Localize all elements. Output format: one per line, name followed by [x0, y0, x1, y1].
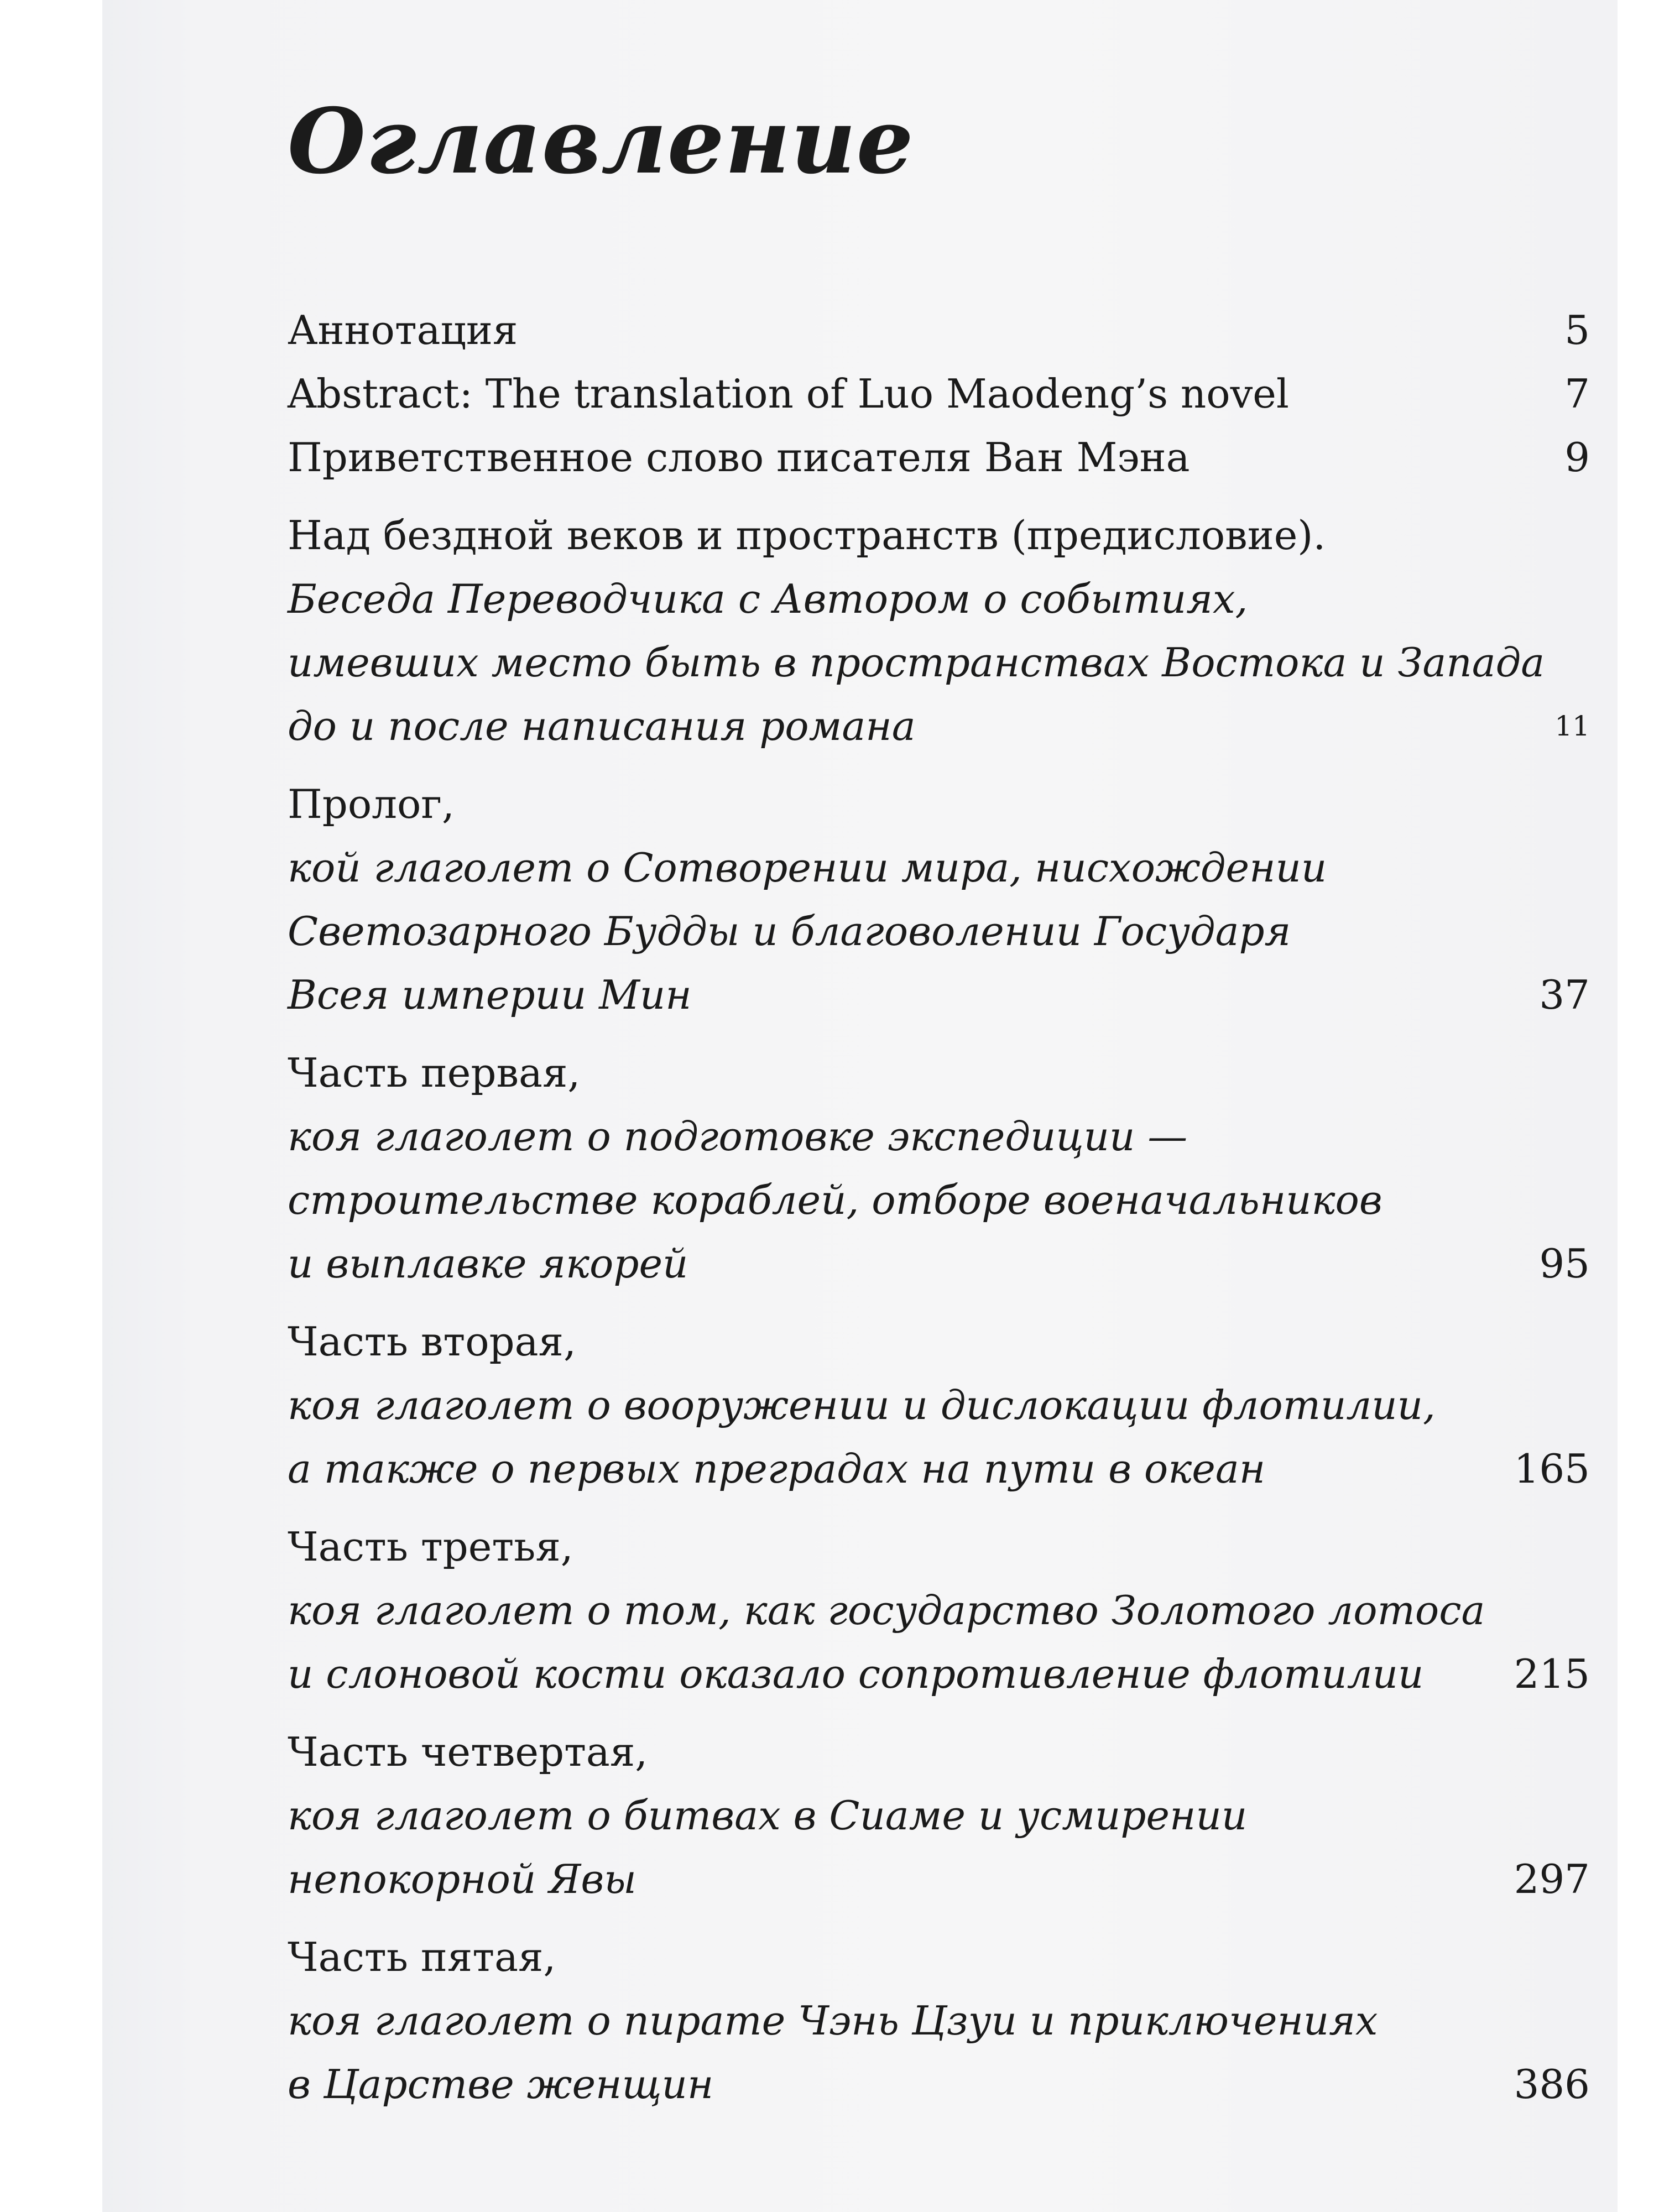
toc-entry [288, 504, 1590, 758]
toc-entry [288, 773, 1590, 1027]
toc-entry [288, 1515, 1590, 1706]
toc-entry-heading: Часть вторая, [288, 1318, 576, 1365]
toc-entry-subtitle-line: кой глаголет о Сотворении мира, нисхождении [288, 844, 1327, 891]
toc-entry [288, 299, 1590, 362]
toc-entry [288, 1041, 1590, 1296]
toc-entry-subtitle-line: имевших место быть в пространствах Востока и Запада [288, 639, 1545, 686]
toc-page-number: 215 [1514, 1651, 1590, 1697]
toc-page-number: 386 [1514, 2061, 1590, 2107]
toc-entry-subtitle-line: Светозарного Будды и благоволении Государя [288, 908, 1291, 954]
toc-entry-subtitle-line: Всея империи Мин [288, 972, 692, 1018]
toc-entry-subtitle-line: Беседа Переводчика с Автором о событиях, [288, 576, 1248, 622]
toc-entry-subtitle-line: и выплавке якорей [288, 1240, 688, 1287]
toc-entry-subtitle-line: коя глаголет о том, как государство Золотого лотоса [288, 1587, 1485, 1634]
toc-entry-subtitle-line: до и после написания романа [288, 703, 916, 749]
toc-page-number: 11 [1554, 710, 1590, 742]
table-of-contents [288, 299, 1590, 2116]
toc-entry-heading: Приветственное слово писателя Ван Мэна [288, 434, 1190, 481]
page-title: Оглавление [288, 89, 914, 194]
toc-entry-subtitle-line: а также о первых преградах на пути в океан [288, 1446, 1266, 1492]
book-page [102, 0, 1618, 2212]
toc-page-number: 37 [1539, 972, 1590, 1018]
toc-entry [288, 362, 1590, 426]
toc-page-number: 9 [1564, 434, 1590, 481]
toc-entry-heading: Аннотация [288, 307, 518, 353]
toc-entry-subtitle-line: коя глаголет о пирате Чэнь Цзуи и приключениях [288, 1997, 1378, 2044]
toc-entry-heading: Abstract: The translation of Luo Maodeng’s novel [288, 371, 1289, 417]
toc-entry-subtitle-line: строительстве кораблей, отборе военачальников [288, 1177, 1383, 1223]
toc-entry-heading: Над бездной веков и пространств (предисловие). [288, 512, 1326, 559]
toc-entry-subtitle-line: и слоновой кости оказало сопротивление флотилии [288, 1651, 1424, 1697]
toc-entry-subtitle-line: непокорной Явы [288, 1856, 637, 1902]
toc-entry-subtitle-line: в Царстве женщин [288, 2061, 714, 2107]
toc-entry-heading: Часть пятая, [288, 1934, 556, 1980]
toc-entry [288, 1310, 1590, 1501]
toc-entry-heading: Пролог, [288, 781, 455, 827]
toc-entry-heading: Часть первая, [288, 1050, 581, 1096]
toc-entry-subtitle-line: коя глаголет о подготовке экспедиции — [288, 1113, 1188, 1160]
toc-entry [288, 426, 1590, 489]
toc-page-number: 7 [1564, 371, 1590, 417]
toc-entry [288, 1720, 1590, 1911]
toc-page-number: 5 [1564, 307, 1590, 353]
toc-entry-subtitle-line: коя глаголет о битвах в Сиаме и усмирении [288, 1792, 1248, 1839]
toc-page-number: 165 [1514, 1446, 1590, 1492]
toc-entry-heading: Часть третья, [288, 1524, 573, 1570]
toc-entry-heading: Часть четвертая, [288, 1729, 648, 1775]
toc-page-number: 95 [1539, 1240, 1590, 1287]
toc-page-number: 297 [1514, 1856, 1590, 1902]
toc-entry-subtitle-line: коя глаголет о вооружении и дислокации флотилии, [288, 1382, 1436, 1428]
toc-entry [288, 1926, 1590, 2116]
